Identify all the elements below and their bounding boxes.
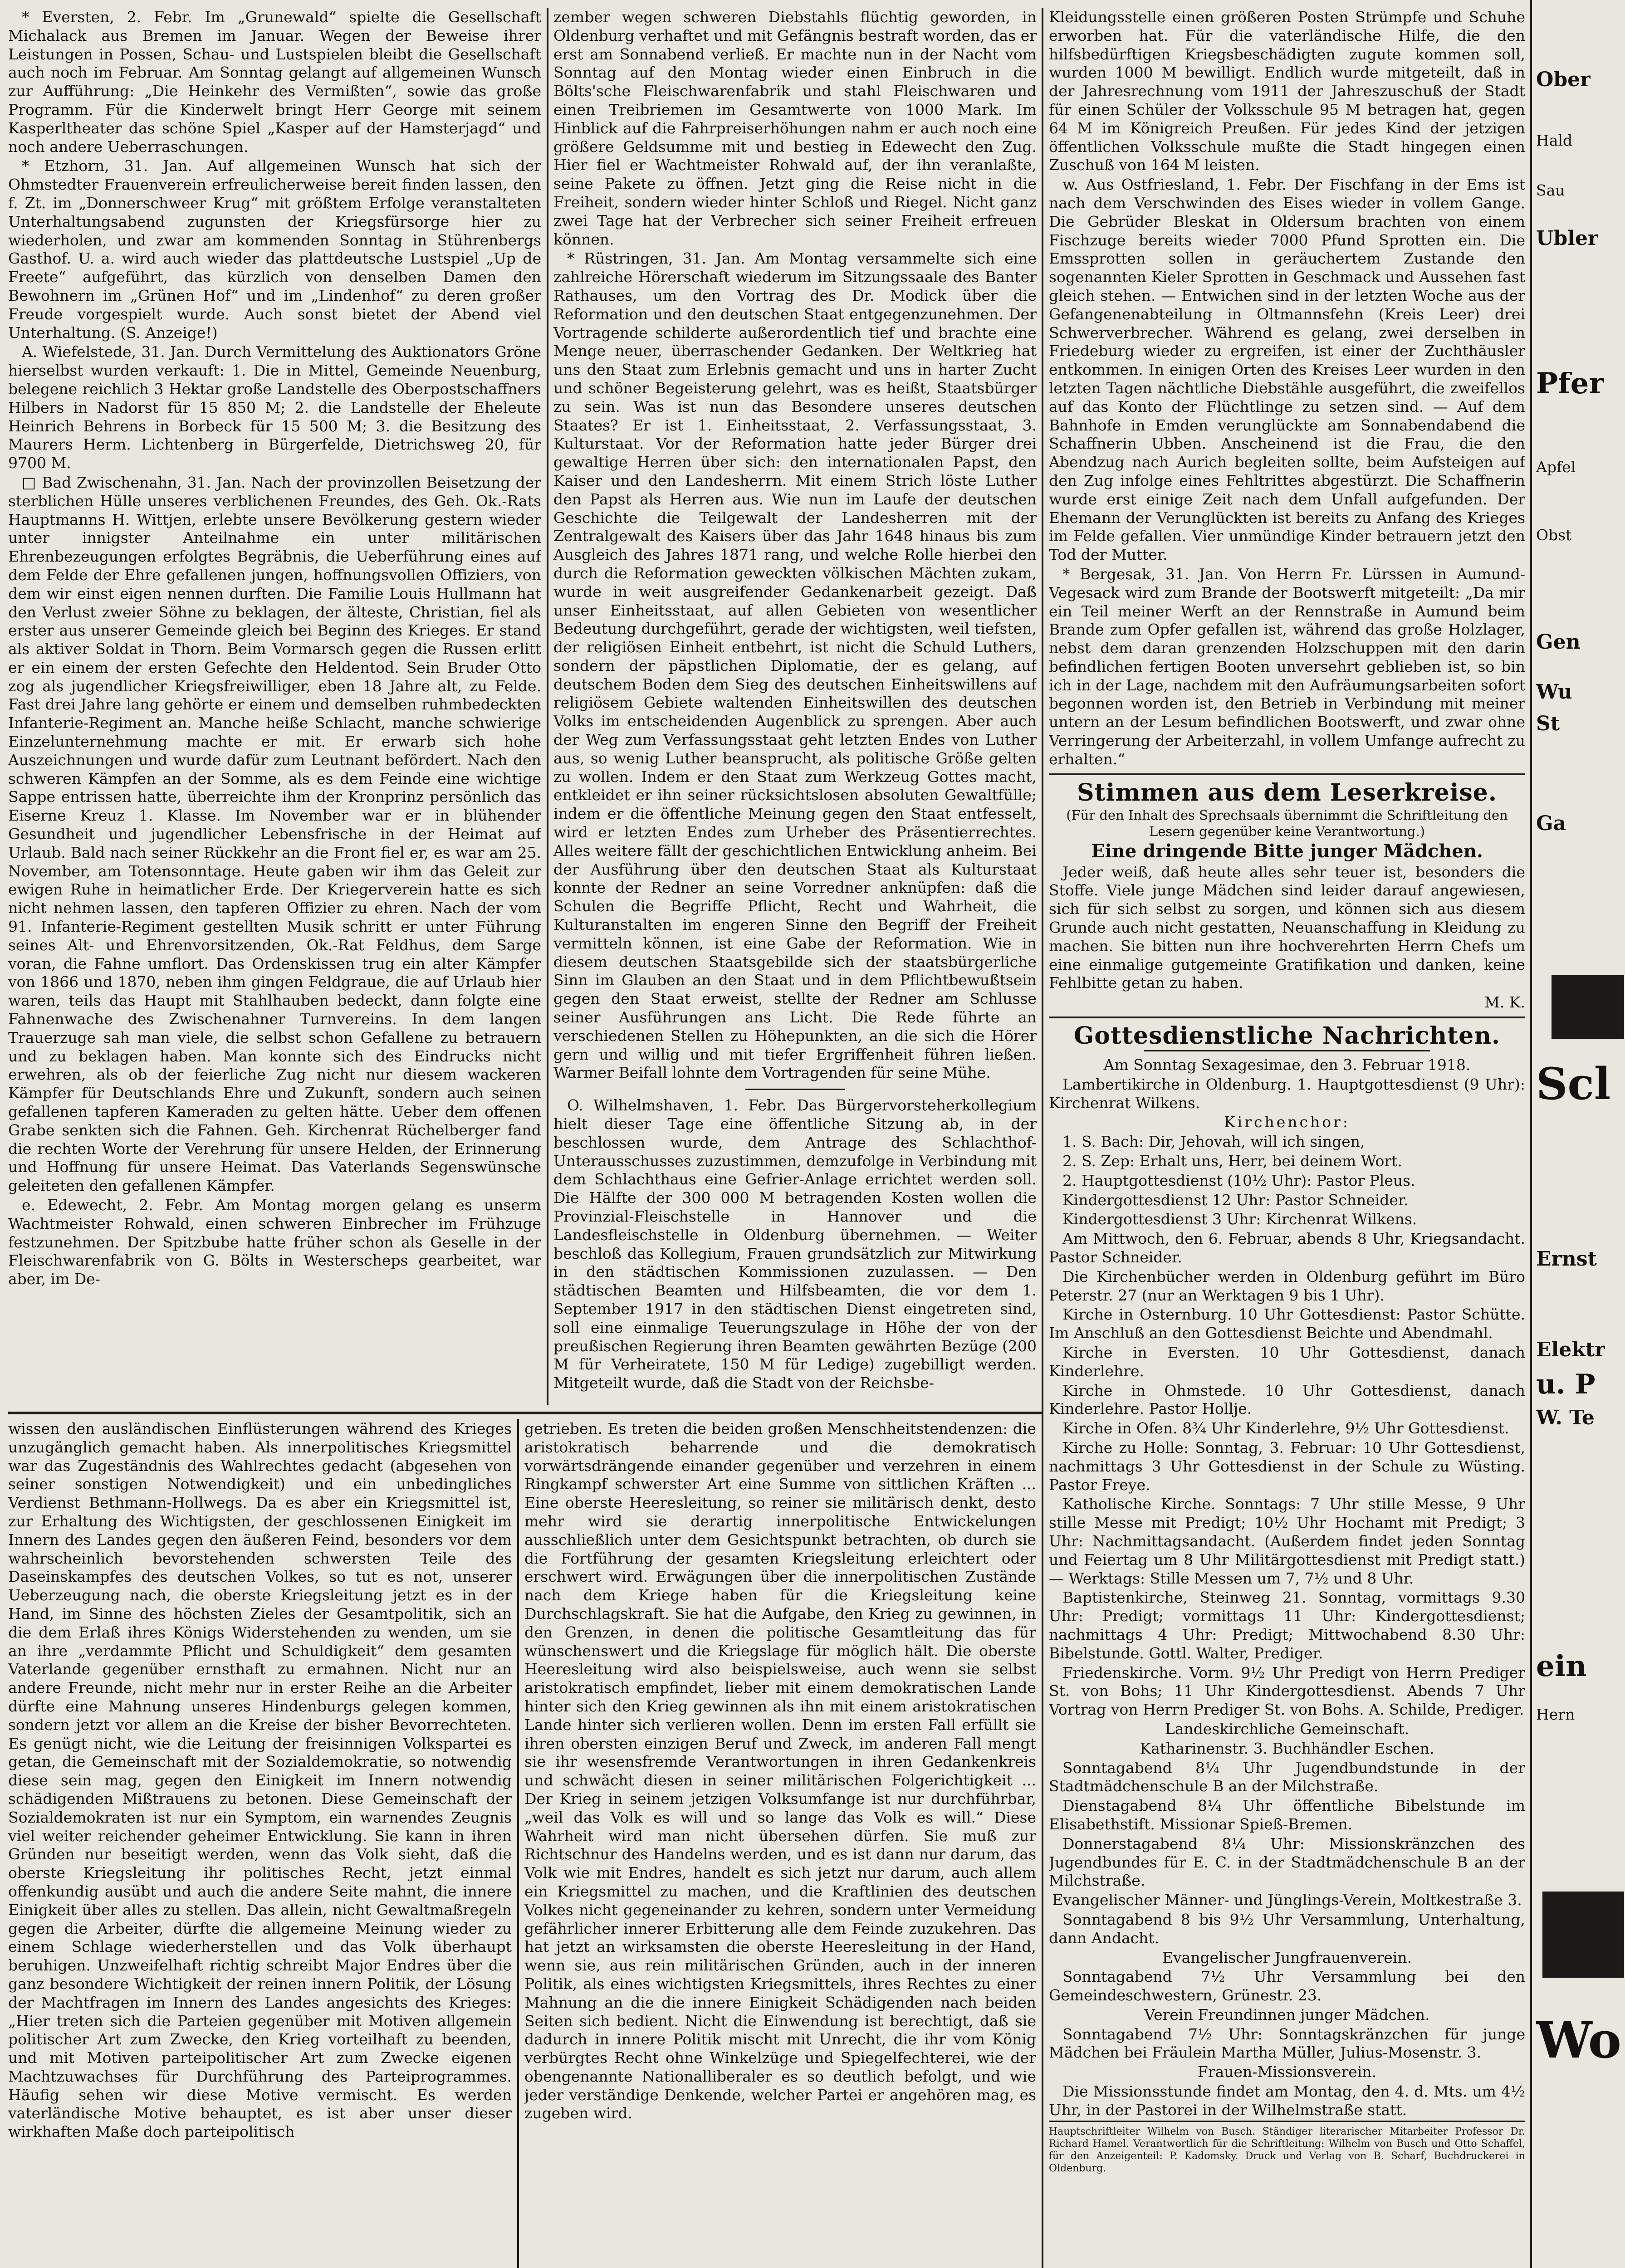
ad-fragment: Apfel [1536, 458, 1576, 476]
ad-fragment: Obst [1536, 526, 1572, 544]
article-edewecht-continued: zember wegen schweren Diebstahls flüchtig geworden, in Oldenburg verhaftet und mit Gefängnis bestraft worden, das er erst am Sonnabend verließ. Er machte nun in der Nacht vom Sonntag auf den Montag wieder einen Einbruch in die Bölts'sche Fleischwarenfabrik und stahl Fleischwaren und einen Treibriemen im Gesamtwerte von 1000 Mark. Im Hinblick auf die Fahrpreiserhöhungen nahm er auch noch eine größere Geldsumme mit und bestieg in Edewecht den Zug. Hier fiel er Wachtmeister Rohwald auf, der ihn veranlaßte, seine Pakete zu öffnen. Jetzt ging die Reise nicht in die Freiheit, sondern wieder hinter Schloß und Riegel. Nicht ganz zwei Tage hat der Verbrecher sich seiner Freiheit erfreuen können. [553, 8, 1037, 248]
article-zwischenahn: □ Bad Zwischenahn, 31. Jan. Nach der provinzollen Beisetzung der sterblichen Hülle unseres verblichenen Freundes, des Geh. Ok.-Rats Hauptmanns H. Wittjen, erlebte unsere Bevölkerung gestern wieder unter innigster Anteilnahme ein unter militärischen Ehrenbezeugungen erfolgtes Begräbnis, die Ueberführung eines auf dem Felde der Ehre gefallenen jungen, hoffnungsvollen Offiziers, von dem wir einst eigen nennen durften. Die Familie Louis Hullmann hat den Verlust zweier Söhne zu beklagen, der älteste, Christian, fiel als erster aus unserer Gemeinde gleich bei Beginn des Krieges. Er stand als aktiver Soldat in Thorn. Beim Vormarsch gegen die Russen erlitt er ein einem der ersten Gefechte den Heldentod. Sein Bruder Otto zog als jugendlicher Kriegsfreiwilliger, eben 18 Jahre alt, zu Felde. Fast drei Jahre lang gehörte er einem und demselben ruhmbedeckten Infanterie-Regiment an. Manche heiße Schlacht, manche schwierige Einzelunternehmung machte er mit. Er erwarb sich hohe Auszeichnungen und wurde dafür zum Leutnant befördert. Nach den schweren Kämpfen an der Somme, als es dem Feinde eine wichtige Sappe entrissen hatte, überreichte ihm der Kronprinz persönlich das Eiserne Kreuz 1. Klasse. Im November war er in blühender Gesundheit und jugendlicher Lebensfrische in der Heimat auf Urlaub. Bald nach seiner Rückkehr an die Front fiel er, es war am 25. November, am Totensonntage. Heute gaben wir ihm das Geleit zur ewigen Ruhe in heimatlicher Erde. Der Kriegerverein hatte es sich nicht nehmen lassen, den tapferen Offizier zu ehren. Nach der vom 91. Infanterie-Regiment gestellten Musik schritt er unter Führung seines Alt- und Ehrenvorsitzenden, Ok.-Rat Feldhus, dem Sarge voran, die Fahne umflort. Das Ordenskissen trug ein alter Kämpfer von 1866 und 1870, neben ihm gingen Feldgraue, die auf Urlaub hier waren, teils das Haupt mit Stahlhauben bedeckt, dann folgte eine Fahnenwache des Zwischenahner Turnvereins. In dem langen Trauerzuge sah man viele, die selbst schon Gefallene zu betrauern und zu beklagen haben. Man konnte sich des Eindrucks nicht erwehren, als ob der feierliche Zug nicht nur diesem wackeren Kämpfer für Deutschlands Ehre und Zukunft, sondern auch seinen gefallenen tapferen Kameraden zu gelten hätte. Ueber dem offenen Grabe senkten sich die Fahnen. Geh. Kirchenrat Rüchelberger fand die rechten Worte der Verehrung für unsere Helden, der Erinnerung und Hoffnung für unsere Heimat. Das Vaterlands Segenswünsche geleiteten den gefallenen Kämpfer. [8, 473, 541, 1195]
article-ruestringen: * Rüstringen, 31. Jan. Am Montag versammelte sich eine zahlreiche Hörerschaft wiederum im Sitzungssaale des Banter Rathauses, um den Vortrag des Dr. Modick über die Reformation und den deutschen Staat entgegenzunehmen. Der Vortragende schilderte außerordentlich tief und brachte eine Menge neuer, überraschender Gedanken. Der Weltkrieg hat uns den Staat zum Erlebnis gemacht und uns in harter Zucht und schöner Begeisterung gelehrt, was es heißt, Staatsbürger zu sein. Was ist nun das Besondere unseres deutschen Staates? Er ist 1. Einheitsstaat, 2. Verfassungsstaat, 3. Kulturstaat. Vor der Reformation hatte jeder Bürger drei gewaltige Herren über sich: den internationalen Papst, den Kaiser und den Landesherrn. Mit einem Strich löste Luther den Papst als Herren aus. Wie nun im Laufe der deutschen Geschichte die Teilgewalt der Landesherren mit der Zentralgewalt des Kaisers über das Jahr 1648 hinaus bis zum Ausgleich des Jahres 1871 rang, und welche Rolle hierbei den durch die Reformation geweckten völkischen Mächten zukam, wurde in weit ausgreifender Gedankenarbeit gezeigt. Daß unser Einheitsstaat, auf allen Gebieten von wesentlicher Bedeutung durchgeführt, gerade der wichtigsten, weil tiefsten, der religiösen Einheit entbehrt, ist nicht die Schuld Luthers, sondern der päpstlichen Diplomatie, der es gelang, auf deutschem Boden dem Sieg des deutschen Einheitswillens auf religiösem Gebiete waltenden Einheitswillen des deutschen Volks im entscheidenden Augenblick zu sprengen. Aber auch der Weg zum Verfassungsstaat geht letzten Endes von Luther aus, so wenig Luther beansprucht, als politische Größe gelten zu wollen. Indem er den Staat zum Werkzeug Gottes macht, entkleidet er ihn seiner rücksichtslosen absoluten Gewaltfülle; indem er die öffentliche Meinung gegen den Staat entfesselt, wird er letzten Endes zum Urheber des Präsentierrechtes. Alles weitere fällt der geschichtlichen Entwicklung anheim. Bei der Ausführung über den deutschen Staat als Kulturstaat konnte der Redner an seine Vorredner anknüpfen: daß die Schulen die Begriffe Pflicht, Recht und Wahrheit, die Kulturanstalten im engeren Sinne den Begriff der Freiheit vermitteln können, ist eine Gabe der Reformation. Wie in diesem deutschen Staatsgebilde sich der staatsbürgerliche Sinn im Glauben an den Staat und in dem Pflichtbewußtsein gegen den Staat erweist, stellte der Redner am Schlusse seiner Ausführungen ans Licht. Die Rede führte an verschiedenen Stellen zu Höhepunkten, an die sich die Hörer gern und willig und mit tiefer Ergriffenheit führen ließen. Warmer Beifall lohnte dem Vortragenden für seine Mühe. [553, 249, 1037, 1082]
gd-line-23: Evangelischer Männer- und Jünglings-Verein, Moltkestraße 3. [1052, 1891, 1522, 1909]
ad-fragment: Wu [1536, 680, 1572, 704]
article-eversten: * Eversten, 2. Febr. Im „Grunewald“ spielte die Gesellschaft Michalack aus Bremen im Januar. Wegen der Beweise ihrer Leistungen in Possen, Schau- und Lustspielen bleibt die Gesellschaft auch noch im Februar. Am Sonntag gelangt auf allgemeinen Wunsch zur Aufführung: „Die Heinkehr des Vermißten“, sowie das große Programm. Für die Kinderwelt bringt Herr George mit seinem Kasperltheater das schöne Spiel „Kasper auf der Hamsterjagd“ und noch andere Ueberraschungen. [8, 8, 541, 156]
leserkreise-body: Jeder weiß, daß heute alles sehr teuer ist, besonders die Stoffe. Viele junge Mädchen sind leider darauf angewiesen, sich für sich selbst zu sorgen, und können sich aus diesem Grunde auch nicht gestatten, Neuanschaffung in Kleidung zu machen. Sie bitten nun ihre hochverehrten Herrn Chefs um eine einmalige gutgemeinte Gratifikation und danken, keine Fehlbitte getan zu haben. [1049, 863, 1525, 992]
gd-line-1: Lambertikirche in Oldenburg. 1. Hauptgottesdienst (9 Uhr): Kirchenrat Wilkens. [1049, 1075, 1525, 1112]
ad-fragment: Hald [1536, 132, 1573, 149]
gd-line-17: Friedenskirche. Vorm. 9½ Uhr Predigt von Herrn Prediger St. von Bohs; 11 Uhr Kindergottesdienst. Abends 7 Uhr Vortrag von Herrn Prediger St. von Bohs. A. Schilde, Prediger. [1049, 1663, 1525, 1719]
gd-line-8: Am Mittwoch, den 6. Februar, abends 8 Uhr, Kriegsandacht. Pastor Schneider. [1049, 1230, 1525, 1266]
gd-line-6: Kindergottesdienst 12 Uhr: Pastor Schneider. [1062, 1191, 1409, 1209]
ad-fragment: Ober [1536, 68, 1591, 91]
ad-fragment: Hern [1536, 1706, 1575, 1723]
ad-fragment: Scl [1536, 1061, 1611, 1107]
short-divider [745, 1089, 845, 1090]
ad-fragment: Gen [1536, 631, 1581, 654]
section-divider [1049, 773, 1525, 775]
gd-line-11: Kirche in Eversten. 10 Uhr Gottesdienst, danach Kinderlehre. [1049, 1344, 1525, 1380]
ad-fragment: Elektr [1536, 1338, 1605, 1361]
leserkreise-subheading: Eine dringende Bitte junger Mädchen. [1091, 840, 1483, 862]
column-2 [553, 8, 1037, 1410]
lower-middle-column [524, 1420, 1036, 2268]
right-ad-strip [1533, 0, 1625, 2268]
gd-line-28: Sonntagabend 7½ Uhr: Sonntagskränzchen für junge Mädchen bei Fräulein Martha Müller, Julius-Mosenstr. 3. [1049, 2025, 1525, 2062]
gd-line-0: Am Sonntag Sexagesimae, den 3. Februar 1918. [1103, 1056, 1471, 1074]
gd-line-9: Die Kirchenbücher werden in Oldenburg geführt im Büro Peterstr. 27 (nur an Werktagen 9 bis 1 Uhr). [1049, 1267, 1525, 1304]
ad-fragment: Sau [1536, 181, 1565, 199]
ad-fragment: Ubler [1536, 227, 1599, 250]
article-wilhelmshaven-continued: Kleidungsstelle einen größeren Posten Strümpfe und Schuhe erworben hat. Für die vaterländische Hilfe, die den hilfsbedürftigen Kriegsbeschädigten zugute kommen soll, wurden 1000 M bewilligt. Endlich wurde mitgeteilt, daß in der Jahresrechnung vom 1911 der Jahreszuschuß der Stadt für einen Schüler der Volksschule 95 M betragen hat, gegen 64 M im Königreich Preußen. Für jedes Kind der jetzigen öffentlichen Volksschule mußte die Stadt hingegen einen Zuschuß von 164 M leisten. [1049, 8, 1525, 174]
heading-underline [1144, 1050, 1430, 1051]
ad-black-block [1542, 1892, 1624, 1978]
gd-line-13: Kirche in Ofen. 8¾ Uhr Kinderlehre, 9½ Uhr Gottesdienst. [1062, 1419, 1509, 1437]
lower-divider [517, 1419, 519, 2268]
article-wilhelmshaven: O. Wilhelmshaven, 1. Febr. Das Bürgervorsteherkollegium hielt dieser Tage eine öffentliche Sitzung ab, in der beschlossen wurde, dem Antrage des Schlachthof-Unterausschusses zuzustimmen, demzufolge in Verbindung mit dem Schlachthaus eine Gefrier-Anlage errichtet werden soll. Die Hälfte der 300 000 M betragenden Kosten wollen die Provinzial-Fleischstelle in Hannover und die Landesfleischstelle in Oldenburg übernehmen. — Weiter beschloß das Kollegium, Frauen grundsätzlich zur Mitwirkung in den städtischen Kommissionen zuzulassen. — Den städtischen Beamten und Hilfsbeamten, die vor dem 1. September 1917 in den städtischen Dienst eingetreten sind, soll eine einmalige Teuerungszulage in Höhe der von der preußischen Regierung ihren Beamten gewährten Bezüge (200 M für Verheiratete, 150 M für Ledige) zugebilligt werden. Mitgeteilt wurde, daß die Stadt von der Reichsbe- [553, 1096, 1037, 1392]
column-1 [8, 8, 541, 1410]
gd-line-27: Verein Freundinnen junger Mädchen. [1144, 2005, 1430, 2024]
gd-line-25: Evangelischer Jungfrauenverein. [1162, 1948, 1412, 1966]
section-divider-2 [1049, 1017, 1525, 1018]
gd-line-22: Donnerstagabend 8¼ Uhr: Missionskränzchen des Jugendbundes für E. C. in der Stadtmädchenschule B an der Milchstraße. [1049, 1834, 1525, 1890]
lower-section-rule [8, 1412, 1042, 1414]
right-strip-divider [1530, 0, 1532, 2268]
ad-fragment: Ga [1536, 812, 1566, 835]
ad-fragment: ein [1536, 1651, 1587, 1682]
gd-line-14: Kirche zu Holle: Sonntag, 3. Februar: 10 Uhr Gottesdienst, nachmittags 3 Uhr Gottesdienst in der Schule zu Wüsting. Pastor Freye. [1049, 1438, 1525, 1494]
ad-fragment: u. P [1536, 1370, 1596, 1399]
lower-middle-text: getrieben. Es treten die beiden großen Menschheitstendenzen: die aristokratisch beharrende und die demokratisch vorwärtsdrängende einander gegenüber und verzehren in einem Ringkampf schwerster Art eine Summe von sittlichen Kräften ... Eine oberste Heeresleitung, so reiner sie militärisch denkt, desto mehr wird sie derartig innerpolitische Entwickelungen ausschließlich unter dem Gesichtspunkt betrachten, ob durch sie die Fortführung der gesamten Kriegsleitung erleichtert oder erschwert wird. Erwägungen über die innerpolitischen Zustände nach dem Kriege haben für die Kriegsleitung keine Durchschlagskraft. Sie hat die Aufgabe, den Krieg zu gewinnen, in den Grenzen, in denen die politische Gesamtleitung das für wünschenswert und die Kriegslage für möglich hält. Die oberste Heeresleitung wird also beispielsweise, auch wenn sie selbst aristokratisch empfindet, lieber mit einem demokratischen Lande hinter sich den Krieg gewinnen als ihn mit einem aristokratischen Lande hinter sich verlieren wollen. Denn im ersten Fall erfüllt sie ihren obersten einzigen Beruf und Zweck, im anderen Fall mengt sie ihr wesensfremde Verantwortungen in ihren Gedankenkreis und schwächt diesen in seiner militärischen Folgerichtigkeit ... Der Krieg in seinem jetzigen Volksumfange ist nur durchführbar, „weil das Volk es will und so lange das Volk es will.“ Diese Wahrheit wird man nicht übersehen dürfen. Sie muß zur Richtschnur des Handelns werden, und es ist dann nur darum, das Volk wie mit Endres, handelt es sich jetzt nur darum, auch allem ein Kriegsmittel zu machen, und die Kraftlinien des deutschen Volkes nicht gegeneinander zu kehren, sondern unter Vermeidung gefährlicher innerer Erbitterung alle dem Feinde zuzukehren. Das hat jetzt an wirksamsten die oberste Heeresleitung in der Hand, wenn sie, aus rein militärischen Gründen, auch in der inneren Politik, als eines wichtigsten Kriegsmittels, ihres Rechtes zu einer Mahnung an die die innere Einigkeit Schädigenden nach beiden Seiten sich bedient. Nicht die Einwendung ist berechtigt, daß sie dadurch in innere Politik mischt mit Unrecht, die ihr vom König verbürgtes Recht ohne Winkelzüge und Spiegelfechterei, wie der obengenannte Nationalliberaler es so deutlich befolgt, und wie jeder verständige Denkende, welcher Partei er angehören mag, es zugeben wird. [524, 1420, 1036, 2122]
gd-line-15: Katholische Kirche. Sonntags: 7 Uhr stille Messe, 9 Uhr stille Messe mit Predigt; 10½ Uhr Hochamt mit Predigt; 3 Uhr: Nachmittagsandacht. (Außerdem findet jeden Sonntag und Feiertag um 8 Uhr Militärgottesdienst mit Predigt statt.) — Werktags: Stille Messen um 7, 7½ und 8 Uhr. [1049, 1495, 1525, 1587]
gd-line-3: 1. S. Bach: Dir, Jehovah, will ich singen, [1062, 1133, 1365, 1151]
ad-black-block [1552, 975, 1624, 1039]
lower-left-column [8, 1420, 512, 2268]
gd-line-26: Sonntagabend 7½ Uhr Versammlung bei den Gemeindeschwestern, Grünestr. 23. [1049, 1968, 1525, 2004]
column-divider-2 [1042, 8, 1043, 2268]
gd-line-20: Sonntagabend 8¼ Uhr Jugendbundstunde in der Stadtmädchenschule B an der Milchstraße. [1049, 1759, 1525, 1795]
ad-fragment: Wo [1536, 2014, 1621, 2067]
gd-line-30: Die Missionsstunde findet am Montag, den 4. d. Mts. um 4½ Uhr, in der Pastorei in der Wilhelmstraße statt. [1049, 2082, 1525, 2119]
leserkreise-heading: Stimmen aus dem Leserkreise. [1077, 778, 1497, 807]
gd-line-19: Katharinenstr. 3. Buchhändler Eschen. [1140, 1739, 1434, 1757]
gd-line-2: Kirchenchor: [1224, 1113, 1350, 1131]
gd-line-10: Kirche in Osternburg. 10 Uhr Gottesdienst: Pastor Schütte. Im Anschluß an den Gottesdienst Beichte und Abendmahl. [1049, 1305, 1525, 1342]
column-3 [1049, 8, 1525, 2268]
gd-line-7: Kindergottesdienst 3 Uhr: Kirchenrat Wilkens. [1062, 1210, 1417, 1228]
leserkreise-disclaimer: (Für den Inhalt des Sprechsaals übernimmt die Schriftleitung den Lesern gegenüber keine Verantwortung.) [1066, 807, 1508, 839]
gottesdienst-heading: Gottesdienstliche Nachrichten. [1073, 1022, 1501, 1050]
article-edewecht: e. Edewecht, 2. Febr. Am Montag morgen gelang es unserm Wachtmeister Rohwald, einen schweren Einbrecher im Frühzuge festzunehmen. Der Spitzbube hatte früher schon als Geselle in der Fleischwarenfabrik von G. Bölts in Westerscheps gearbeitet, war aber, im De- [8, 1196, 541, 1288]
leserkreise-signature: M. K. [1484, 993, 1525, 1012]
gd-line-24: Sonntagabend 8 bis 9½ Uhr Versammlung, Unterhaltung, dann Andacht. [1049, 1910, 1525, 1947]
gd-line-21: Dienstagabend 8¼ Uhr öffentliche Bibelstunde im Elisabethstift. Missionar Spieß-Bremen. [1049, 1797, 1525, 1833]
lower-left-text: wissen den ausländischen Einflüsterungen während des Krieges unzugänglich gemacht haben. Als innerpolitisches Kriegsmittel war das Zugeständnis des Wahlrechtes gedacht (abgesehen von seiner sonstigen Notwendigkeit) und ein unbedingliches Verdienst Bethmann-Hollwegs. Da es aber ein Kriegsmittel ist, zur Erhaltung des Wichtigsten, der geschlossenen Einigkeit im Innern des Landes gegen den äußeren Feind, besonders vor dem wahrscheinlich bevorstehenden schwersten Teile des Daseinskampfes des deutschen Volkes, so tut es not, unserer Ueberzeugung nach, die oberste Kriegsleitung jetzt es in der Hand, im Sinne des höchsten Zieles der Gesamtpolitik, sich an die dem Erlaß ihres Königs Widerstehenden zu wenden, um sie an ihre „verdammte Pflicht und Schuldigkeit“ dem gesamten Vaterlande gegenüber ernsthaft zu ermahnen. Nicht nur an andere Freunde, nicht mehr nur in erster Reihe an die Arbeiter dürfte eine Mahnung unseres Hindenburgs gelegen kommen, sondern jetzt vor allem an die Kreise der bisher Bevorrechteten. Es genügt nicht, wie die Leitung der freisinnigen Volkspartei es getan, die Gemeinschaft mit der Sozialdemokratie, so notwendig diese sein mag, gegen den Einigkeit im Innern notwendig schädigenden Mißtrauens zu betonen. Diese Gemeinschaft der Sozialdemokraten ist nur ein Symptom, ein warnendes Zeugnis viel weiter reichender geheimer Entwicklung. Sie kann in ihren Gründen nur beseitigt werden, wenn das Volk sieht, daß die oberste Kriegsleitung ihr politisches Recht, jetzt einmal offenkundig ausübt und auch die andere Seite mahnt, die innere Einigkeit über alles zu stellen. Das allein, nicht Gewaltmaßregeln gegen die Arbeiter, dürfte die allgemeine Meinung wieder zu einem Schlage wiederherstellen und das Volk überhaupt beruhigen. Unzweifelhaft richtig schreibt Major Endres über die ganz besondere Wichtigkeit der reinen innern Politik, der Lösung der Machtfragen im Innern des Landes angesichts des Krieges: „Hier treten sich die Parteien gegenüber mit Motiven allgemein politischer Art zum Zwecke, den Krieg vorteilhaft zu beenden, und mit Motiven parteipolitischer Art zum Zwecke eigenen Machtzuwachses für Durchführung des Parteiprogrammes. Häufig sehen wir diese Motive vermischt. Es werden vaterländische Motive behauptet, es ist aber unser dieser wirkhaften Maße doch parteipolitisch [8, 1420, 512, 2141]
article-etzhorn: * Etzhorn, 31. Jan. Auf allgemeinen Wunsch hat sich der Ohmstedter Frauenverein erfreulicherweise bereit finden lassen, den f. Zt. im „Donnerschweer Krug“ mit größtem Erfolge veranstalteten Unterhaltungsabend zugunsten der Kriegsfürsorge hier zu wiederholen, und zwar am kommenden Sonntag in Stührenbergs Gasthof. U. a. wird auch wieder das plattdeutsche Lustspiel „Up de Freete“ aufgeführt, das kürzlich von denselben Damen den Bewohnern im „Grünen Hof“ und im „Lindenhof“ zu deren großer Freude vorgespielt wurde. Auch sonst bietet der Abend viel Unterhaltung. (S. Anzeige!) [8, 157, 541, 342]
article-ostfriesland: w. Aus Ostfriesland, 1. Febr. Der Fischfang in der Ems ist nach dem Verschwinden des Eises wieder in vollem Gange. Die Gebrüder Bleskat in Oldersum brachten von einem Fischzuge bereits wieder 7000 Pfund Sprotten ein. Die Emssprotten sollen in geräuchertem Zustande den sogenannten Kieler Sprotten in Geschmack und Aussehen fast gleich stehen. — Entwichen sind in der letzten Woche aus der Gefangenenabteilung in Oltmannsfehn (Kreis Leer) drei Schwerverbrecher. Während es gelang, zwei derselben in Friedeburg wieder zu ergreifen, ist einer der Zuchthäusler entkommen. In einigen Orten des Kreises Leer wurden in den letzten Tagen nächtliche Diebstähle ausgeführt, die zweifellos auf das Konto der Flüchtlinge zu setzen sind. — Auf dem Bahnhofe in Emden verunglückte am Sonnabendabend die Schaffnerin Ubben. Anscheinend ist die Frau, die den Abendzug nach Aurich begleiten sollte, beim Aufsteigen auf den Zug infolge eines Fehltrittes abgestürzt. Die Schaffnerin wurde erst einige Zeit nach dem Unfall aufgefunden. Der Ehemann der Verunglückten ist bereits zu Anfang des Krieges im Felde gefallen. Vier unmündige Kinder betrauern jetzt den Tod der Mutter. [1049, 176, 1525, 564]
gd-line-5: 2. Hauptgottesdienst (10½ Uhr): Pastor Pleus. [1062, 1171, 1415, 1189]
gd-line-4: 2. S. Zep: Erhalt uns, Herr, bei deinem Wort. [1062, 1152, 1402, 1170]
ad-fragment: W. Te [1536, 1406, 1595, 1429]
column-divider-1 [547, 8, 548, 1405]
ad-fragment: Pfer [1536, 372, 1605, 396]
imprint-footer: Hauptschriftleiter Wilhelm von Busch. Ständiger literarischer Mitarbeiter Professor Dr. Richard Hamel. Verantwortlich für die Schriftleitung: Wilhelm von Busch und Otto Schaffel, für den Anzeigenteil: P. Kadomsky. Druck und Verlag von B. Scharf, Buchdruckerei in Oldenburg. [1049, 2121, 1525, 2175]
gd-line-16: Baptistenkirche, Steinweg 21. Sonntag, vormittags 9.30 Uhr: Predigt; vormittags 11 Uhr: Kindergottesdienst; nachmittags 4 Uhr: Predigt; Mittwochabend 8.30 Uhr: Bibelstunde. Gottl. Walter, Prediger. [1049, 1589, 1525, 1662]
article-wiefelstede: A. Wiefelstede, 31. Jan. Durch Vermittelung des Auktionators Gröne hierselbst wurden verkauft: 1. Die in Mittel, Gemeinde Neuenburg, belegene reichlich 3 Hektar große Landstelle des Oberpostschaffners Hilbers in Nadorst für 15 850 M; 2. die Landstelle der Eheleute Heinrich Behrens in Borbeck für 15 500 M; 3. die Besitzung des Maurers Herm. Lichtenberg in Bürgerfelde, Dietrichsweg 20, für 9700 M. [8, 343, 541, 472]
ad-fragment: Ernst [1536, 1247, 1597, 1271]
article-vegesack: * Bergesak, 31. Jan. Von Herrn Fr. Lürssen in Aumund-Vegesack wird zum Brande der Bootswerft mitgeteilt: „Da mir ein Teil meiner Werft an der Rennstraße in Aumund beim Brande zum Opfer gefallen ist, während das große Holzlager, nebst dem daran grenzenden Holzschuppen mit den darin befindlichen fertigen Booten unversehrt geblieben ist, so bin ich in der Lage, nachdem mit den Aufräumungsarbeiten sofort begonnen worden ist, den Betrieb in Verbindung mit meiner untern an der Lesum befindlichen Bootswerft, und zwar ohne Verringerung der Arbeiterzahl, in vollem Umfange aufrecht zu erhalten.“ [1049, 565, 1525, 768]
gd-line-18: Landeskirchliche Gemeinschaft. [1165, 1720, 1410, 1738]
ad-fragment: St [1536, 712, 1560, 735]
gd-line-29: Frauen-Missionsverein. [1197, 2063, 1377, 2081]
gd-line-12: Kirche in Ohmstede. 10 Uhr Gottesdienst, danach Kinderlehre. Pastor Hollje. [1049, 1381, 1525, 1418]
